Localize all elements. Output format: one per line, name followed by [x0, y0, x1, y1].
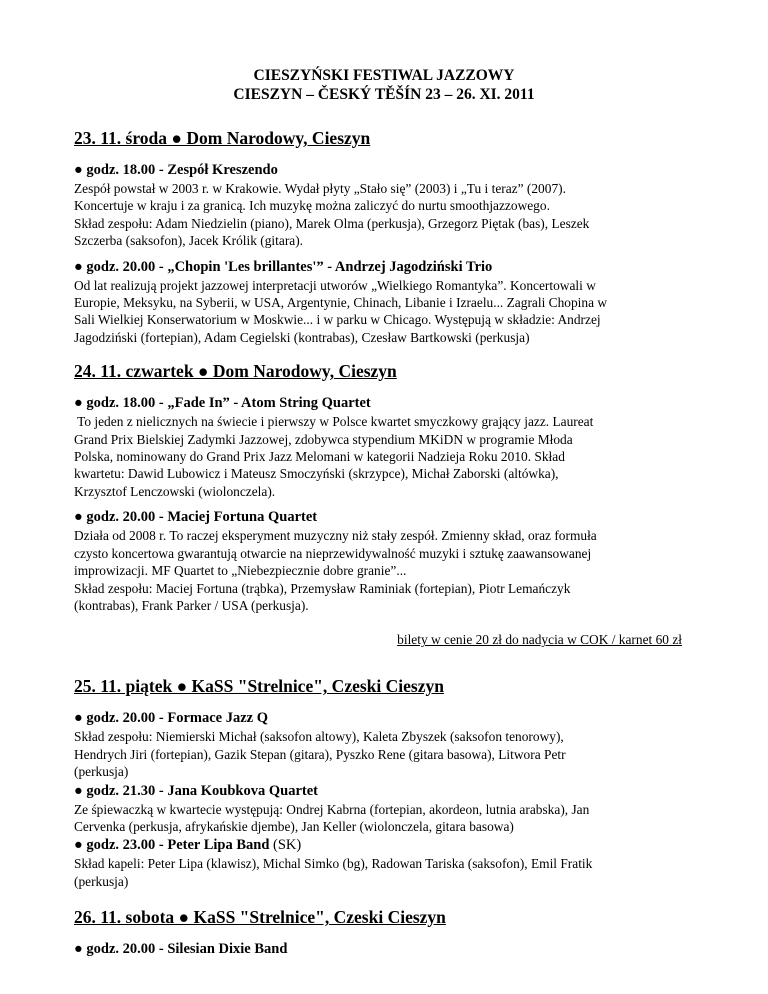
- event-description: [74, 180, 694, 250]
- event-title: ● godz. 20.00 - Maciej Fortuna Quartet: [74, 509, 318, 526]
- day-heading-26: 26. 11. sobota ● KaSS "Strelnice", Czeski Cieszyn: [74, 907, 446, 928]
- description-line: kwartetu: Dawid Lubowicz i Mateusz Smoczyński (skrzypce), Michał Zaborski (altówka),: [74, 466, 559, 482]
- event-description: [74, 413, 694, 500]
- event-description: [74, 855, 694, 890]
- description-line: Koncertuje w kraju i za granicą. Ich muzykę można zaliczyć do nurtu smoothjazzowego.: [74, 198, 550, 214]
- event-title: ● godz. 20.00 - Formace Jazz Q: [74, 710, 268, 727]
- description-line: Skład zespołu: Niemierski Michał (saksofon altowy), Kaleta Zbyszek (saksofon tenorowy),: [74, 729, 564, 745]
- day-heading-23: 23. 11. środa ● Dom Narodowy, Cieszyn: [74, 128, 371, 148]
- description-line: Zespół powstał w 2003 r. w Krakowie. Wydał płyty „Stało się” (2003) i „Tu i teraz” (2007).: [74, 181, 566, 196]
- description-line: Ze śpiewaczką w kwartecie występują: Ondrej Kabrna (fortepian, akordeon, lutnia arabska), Jan: [74, 801, 590, 817]
- day-heading-25: 25. 11. piątek ● KaSS "Strelnice", Czeski Cieszyn: [74, 676, 444, 697]
- event-title: ● godz. 20.00 - Silesian Dixie Band: [74, 941, 288, 958]
- description-line: Grand Prix Bielskiej Zadymki Jazzowej, zdobywca stypendium MKiDN w programie Młoda: [74, 431, 573, 447]
- event-title: ● godz. 21.30 - Jana Koubkova Quartet: [74, 782, 318, 799]
- description-line: (perkusja): [74, 873, 129, 889]
- event-title: ● godz. 18.00 - „Fade In” - Atom String Quartet: [74, 395, 371, 412]
- title-line-1: CIESZYŃSKI FESTIWAL JAZZOWY: [253, 67, 515, 84]
- description-line: Skład zespołu: Adam Niedzielin (piano), Marek Olma (perkusja), Grzegorz Piętak (bas), Leszek: [74, 215, 590, 231]
- event-description: [74, 728, 694, 780]
- description-line: Krzysztof Lenczowski (wiolonczela).: [74, 483, 276, 499]
- description-line: improwizacji. MF Quartet to „Niebezpiecznie dobre granie”...: [74, 563, 407, 579]
- country-suffix: (SK): [269, 837, 302, 854]
- ticket-info: bilety w cenie 20 zł do nadycia w COK / karnet 60 zł: [397, 632, 682, 648]
- document-page: [74, 0, 694, 959]
- description-line: Hendrych Jiri (fortepian), Gazik Stepan (gitara), Pyszko Rene (gitara basowa), Litwora Petr: [74, 746, 566, 762]
- event-description: [74, 277, 694, 347]
- description-line: Od lat realizują projekt jazzowej interpretacji utworów „Wielkiego Romantyka”. Koncertowali w: [74, 277, 596, 293]
- event-title: [74, 836, 694, 855]
- description-line: (perkusja): [74, 764, 129, 780]
- description-line: Polska, nominowany do Grand Prix Jazz Melomani w kategorii Nadzieja Roku 2010. Skład: [74, 449, 565, 465]
- description-line: Szczerba (saksofon), Jacek Królik (gitara).: [74, 233, 304, 249]
- description-line: Sali Wielkiej Konserwatorium w Moskwie... i w parku w Chicago. Występują w składzie: Andrzej: [74, 312, 601, 328]
- title-line-2: CIESZYN – ČESKÝ TĚŠÍN 23 – 26. XI. 2011: [233, 86, 535, 103]
- description-line: Skład zespołu: Maciej Fortuna (trąbka), Przemysław Raminiak (fortepian), Piotr Lemańczyk: [74, 580, 571, 596]
- day-heading-24: 24. 11. czwartek ● Dom Narodowy, Cieszyn: [74, 361, 397, 382]
- event-title-text: ● godz. 23.00 - Peter Lipa Band: [74, 837, 270, 854]
- description-line: czysto koncertowa gwarantują otwarcie na nieprzewidywalność muzyki i sztukę zaawansowanej: [74, 545, 592, 561]
- description-line: (kontrabas), Frank Parker / USA (perkusja).: [74, 597, 309, 613]
- event-description: [74, 801, 694, 836]
- description-line: Cervenka (perkusja, afrykańskie djembe), Jan Keller (wiolonczela, gitara basowa): [74, 818, 514, 834]
- event-title: ● godz. 20.00 - „Chopin 'Les brillantes'” - Andrzej Jagodziński Trio: [74, 258, 493, 275]
- festival-title: [74, 66, 694, 104]
- description-line: Europie, Meksyku, na Syberii, w USA, Argentynie, Chinach, Libanie i Izraelu... Zagrali Chopina w: [74, 295, 608, 311]
- description-line: Jagodziński (fortepian), Adam Cegielski (kontrabas), Czesław Bartkowski (perkusja): [74, 329, 530, 345]
- description-line: To jeden z nielicznych na świecie i pierwszy w Polsce kwartet smyczkowy grający jazz. Laureat: [74, 414, 594, 430]
- event-title: ● godz. 18.00 - Zespół Kreszendo: [74, 162, 278, 178]
- description-line: Działa od 2008 r. To raczej eksperyment muzyczny niż stały zespół. Zmienny skład, oraz formuła: [74, 528, 597, 544]
- description-line: Skład kapeli: Peter Lipa (klawisz), Michal Simko (bg), Radowan Tariska (saksofon), Emil Fratik: [74, 856, 593, 872]
- event-description: [74, 527, 694, 614]
